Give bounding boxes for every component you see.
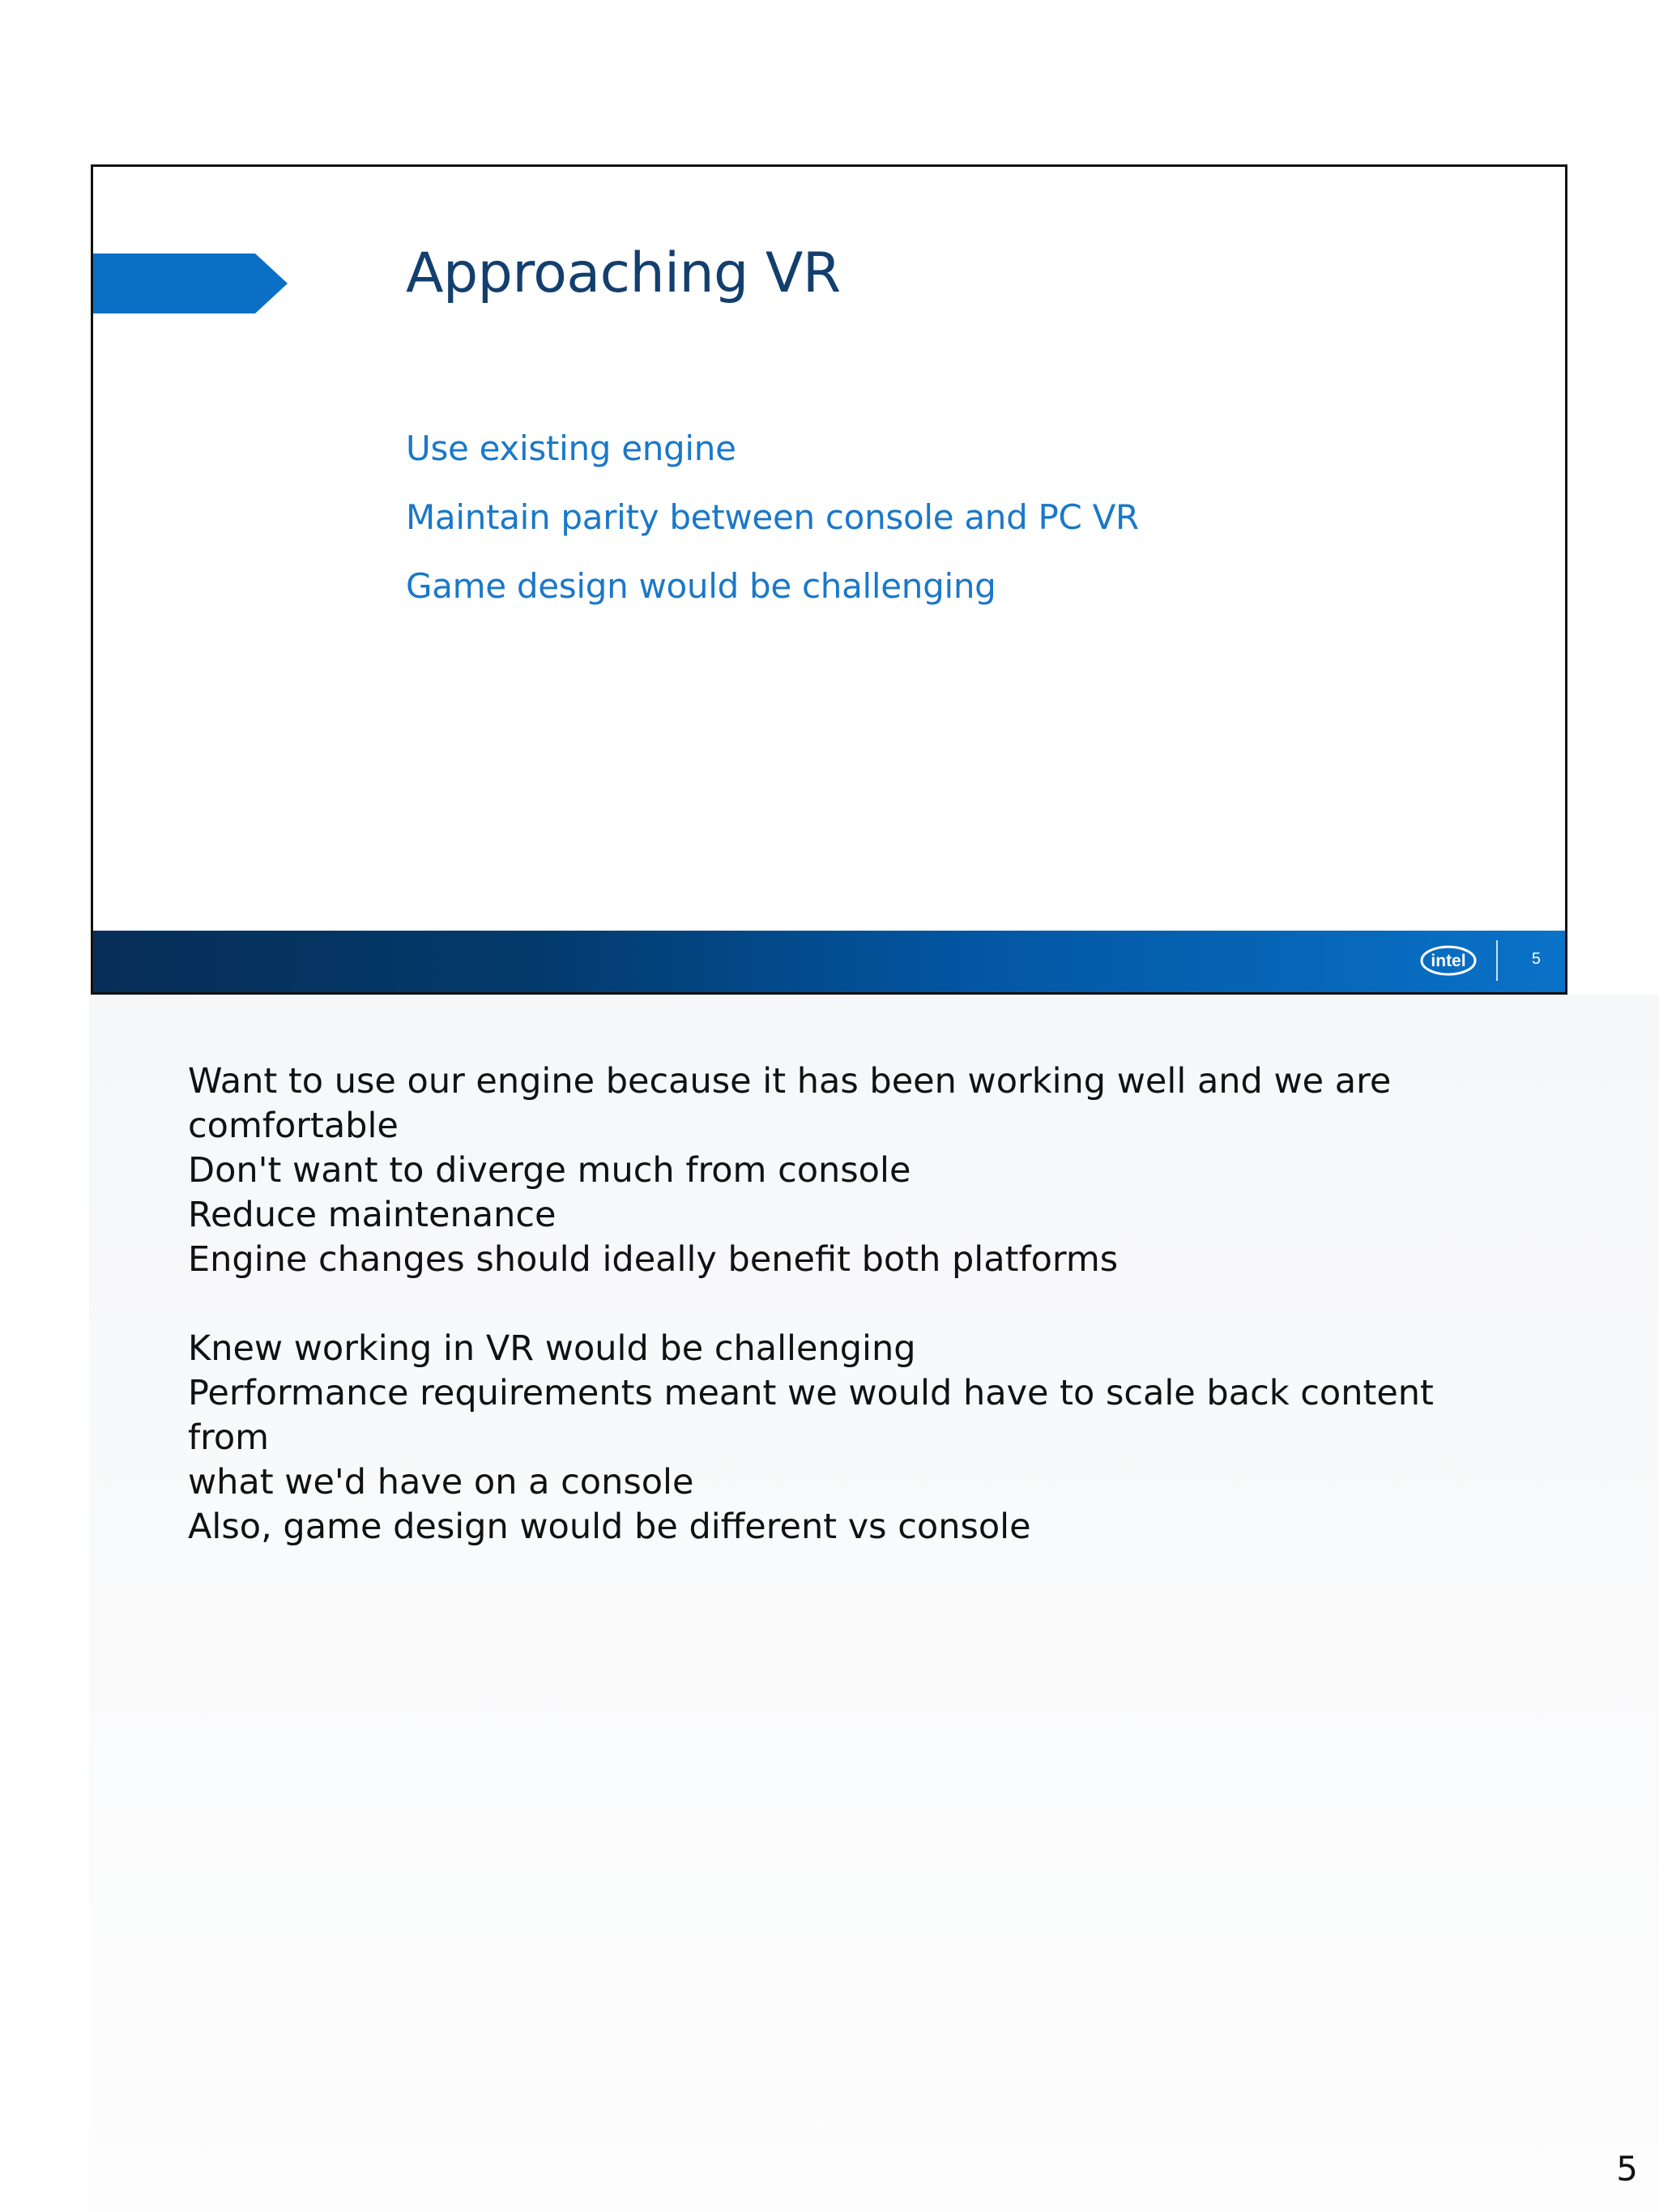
- intel-logo-icon: [1418, 941, 1480, 978]
- slide-number: 5: [1531, 950, 1541, 968]
- slide-bullet: Game design would be challenging: [406, 566, 996, 606]
- notes-blank-line: [188, 1282, 1500, 1327]
- slide-thumbnail: [91, 164, 1567, 995]
- notes-line: Knew working in VR would be challenging: [188, 1328, 916, 1369]
- notes-line: Reduce maintenance: [188, 1195, 557, 1235]
- slide-bullet-list: [406, 414, 1139, 620]
- page-number: 5: [1616, 2149, 1638, 2189]
- footer-divider: [1496, 940, 1498, 981]
- notes-line: Engine changes should ideally benefit both platforms: [188, 1239, 1119, 1280]
- notes-line: Performance requirements meant we would have to scale back content from: [188, 1373, 1434, 1458]
- notes-line: Want to use our engine because it has been working well and we are: [188, 1061, 1392, 1102]
- notes-line: Don't want to diverge much from console: [188, 1150, 911, 1191]
- chevron-arrow-icon: [93, 254, 288, 313]
- notes-line: what we'd have on a console: [188, 1462, 694, 1502]
- slide-bullet: Use existing engine: [406, 428, 736, 468]
- notes-line: comfortable: [188, 1106, 399, 1146]
- slide-bullet: Maintain parity between console and PC VR: [406, 497, 1139, 537]
- intel-logo-text: intel: [1431, 952, 1466, 970]
- speaker-notes: [188, 1059, 1500, 1549]
- slide-title: Approaching VR: [406, 241, 841, 305]
- slide-footer-bar: [93, 931, 1565, 992]
- notes-line: Also, game design would be different vs console: [188, 1507, 1031, 1547]
